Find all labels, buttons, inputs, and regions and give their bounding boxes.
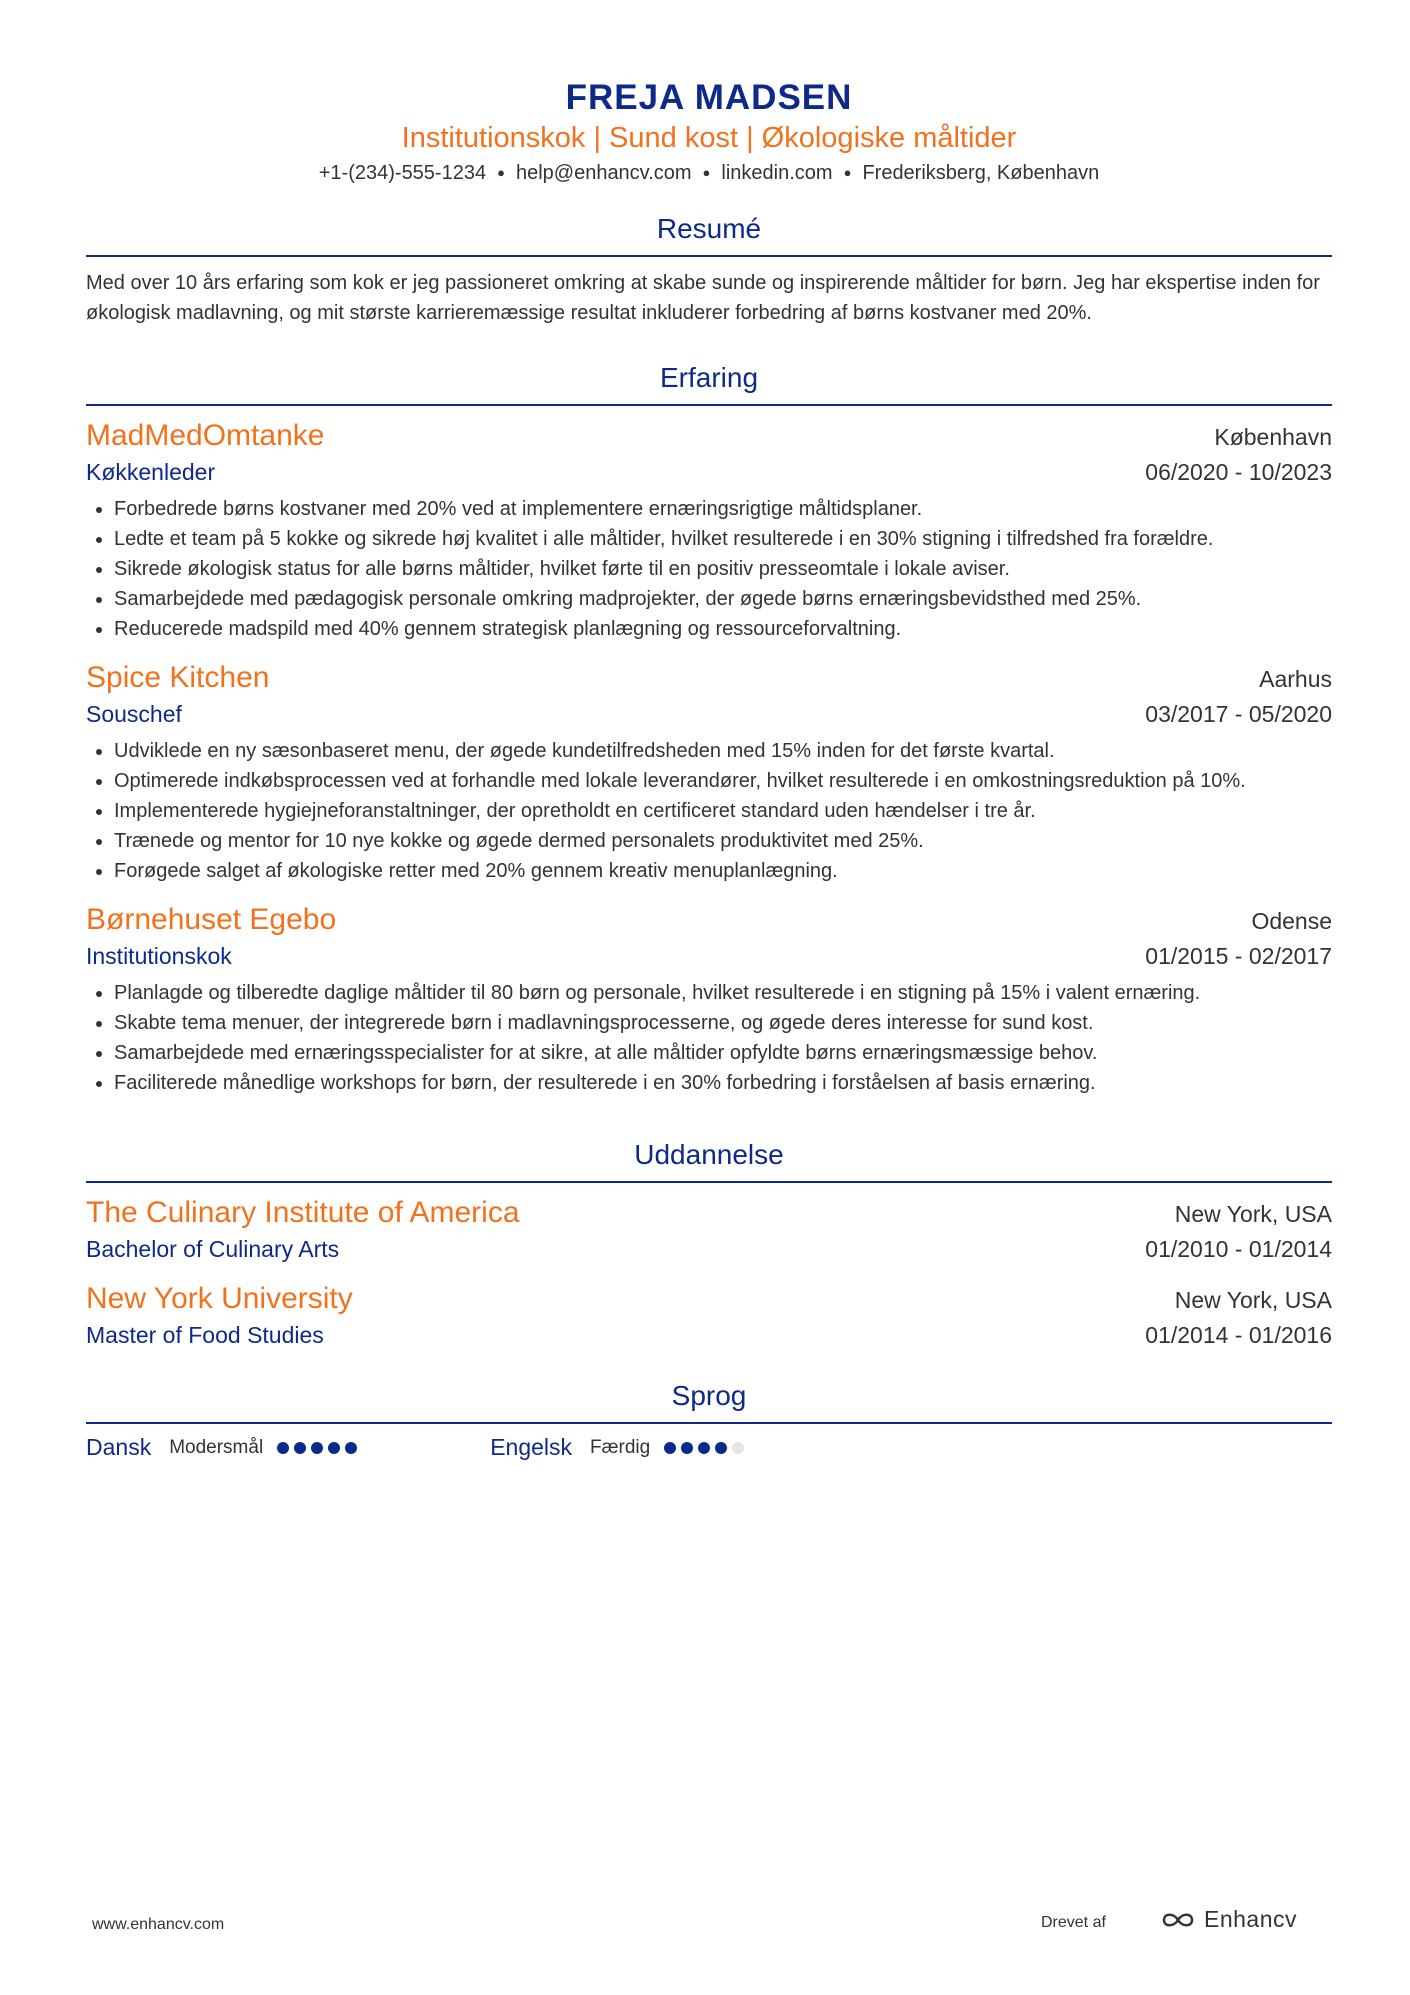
rating-dot-empty — [732, 1442, 744, 1454]
language-item — [86, 1434, 362, 1461]
section-title-summary: Resumé — [86, 212, 1332, 257]
footer-url[interactable]: www.enhancv.com — [92, 1916, 225, 1933]
job-dates: 03/2017 - 05/2020 — [1145, 701, 1332, 727]
rating-dot-filled — [311, 1442, 323, 1454]
education-entry — [86, 1193, 1332, 1265]
languages-section — [86, 1379, 1332, 1461]
rating-dot-filled — [328, 1442, 340, 1454]
contact-phone: +1-(234)-555-1234 — [318, 162, 487, 184]
achievement-item: • Ledte et team på 5 kokke og sikrede høj kvalitet i alle måltider, hvilket resulterede i en 30% stigning i tilfredshed fra forældre. — [114, 524, 1332, 554]
brand-name: Enhancv — [1204, 1906, 1298, 1932]
experience-entry — [86, 658, 1332, 886]
job-title: Institutionskok — [86, 943, 232, 969]
page-footer — [86, 1906, 1332, 1940]
achievement-item: • Planlagde og tilberedte daglige måltider til 80 børn og personale, hvilket resulterede i en stigning på 15% i valent ernæring. — [114, 978, 1332, 1008]
language-name: Dansk — [86, 1434, 152, 1460]
contact-location: Frederiksberg, København — [862, 162, 1100, 184]
education-dates: 01/2014 - 01/2016 — [1145, 1322, 1332, 1348]
degree-name: Master of Food Studies — [86, 1322, 324, 1348]
rating-dot-filled — [681, 1442, 693, 1454]
achievement-item: • Samarbejdede med ernæringsspecialister for at sikre, at alle måltider opfyldte børns ernæringsmæssige behov. — [114, 1038, 1332, 1068]
rating-dot-filled — [664, 1442, 676, 1454]
achievement-item: • Implementerede hygiejneforanstaltninger, der opretholdt en certificeret standard uden hændelser i tre år. — [114, 796, 1332, 826]
achievement-list — [86, 736, 1332, 886]
summary-section — [86, 212, 1332, 328]
achievement-item: • Reducerede madspild med 40% gennem strategisk planlægning og ressourceforvaltning. — [114, 614, 1332, 644]
resume-header — [86, 0, 1332, 186]
school-name: New York University — [86, 1282, 353, 1315]
language-rating — [664, 1442, 749, 1454]
enhancv-logo-icon — [1158, 1908, 1198, 1932]
achievement-list — [86, 494, 1332, 644]
achievement-item: • Skabte tema menuer, der integrerede børn i madlavningsprocesserne, og øgede deres interesse for sund kost. — [114, 1008, 1332, 1038]
bullet-separator: ● — [497, 165, 505, 180]
summary-text: Med over 10 års erfaring som kok er jeg passioneret omkring at skabe sunde og inspirerende måltider for børn. Jeg har ekspertise inden for økologisk madlavning, og mit største karrieremæssige resultat inkluderer forbedring af børns kostvaner med 20%. — [86, 272, 1320, 324]
experience-entry — [86, 416, 1332, 644]
achievement-item: • Trænede og mentor for 10 nye kokke og øgede dermed personalets produktivitet med 25%. — [114, 826, 1332, 856]
language-list — [86, 1434, 1332, 1461]
company-name: MadMedOmtanke — [86, 419, 325, 452]
candidate-tagline: Institutionskok | Sund kost | Økologiske måltider — [401, 122, 1017, 154]
language-name: Engelsk — [490, 1434, 573, 1460]
language-rating — [277, 1442, 362, 1454]
job-dates: 01/2015 - 02/2017 — [1145, 943, 1332, 969]
achievement-item: • Sikrede økologisk status for alle børns måltider, hvilket førte til en positiv presseomtale i lokale aviser. — [114, 554, 1332, 584]
education-section — [86, 1138, 1332, 1351]
rating-dot-filled — [715, 1442, 727, 1454]
achievement-item: • Optimerede indkøbsprocessen ved at forhandle med lokale leverandører, hvilket resulterede i en omkostningsreduktion på 10%. — [114, 766, 1332, 796]
bullet-separator: ● — [702, 165, 711, 180]
job-dates: 06/2020 - 10/2023 — [1145, 459, 1332, 485]
language-item — [490, 1434, 749, 1461]
section-title-languages: Sprog — [86, 1379, 1332, 1424]
job-title: Køkkenleder — [86, 459, 216, 485]
company-name: Spice Kitchen — [86, 661, 270, 694]
rating-dot-filled — [294, 1442, 306, 1454]
language-level: Færdig — [590, 1436, 651, 1458]
contact-line — [86, 160, 1332, 186]
school-location: New York, USA — [1174, 1201, 1332, 1227]
bullet-separator: ● — [843, 165, 852, 180]
section-title-education: Uddannelse — [86, 1138, 1332, 1183]
education-entry — [86, 1279, 1332, 1351]
candidate-name: FREJA MADSEN — [565, 78, 853, 117]
achievement-item: • Forbedrede børns kostvaner med 20% ved at implementere ernæringsrigtige måltidsplaner. — [114, 494, 1332, 524]
resume-page — [86, 0, 1332, 1995]
experience-entry — [86, 900, 1332, 1098]
job-location: Odense — [1251, 908, 1332, 934]
contact-linkedin[interactable]: linkedin.com — [721, 162, 833, 184]
achievement-item: • Forøgede salget af økologiske retter med 20% gennem kreativ menuplanlægning. — [114, 856, 1332, 886]
degree-name: Bachelor of Culinary Arts — [86, 1236, 340, 1262]
achievement-list — [86, 978, 1332, 1098]
rating-dot-filled — [698, 1442, 710, 1454]
job-location: Aarhus — [1259, 666, 1332, 692]
company-name: Børnehuset Egebo — [86, 903, 337, 936]
job-title: Souschef — [86, 701, 182, 727]
rating-dot-filled — [345, 1442, 357, 1454]
school-name: The Culinary Institute of America — [86, 1196, 520, 1229]
language-level: Modersmål — [169, 1436, 264, 1458]
brand-logo[interactable] — [1158, 1906, 1297, 1933]
achievement-item: • Samarbejdede med pædagogisk personale omkring madprojekter, der øgede børns ernæringsbevidsthed med 25%. — [114, 584, 1332, 614]
rating-dot-filled — [277, 1442, 289, 1454]
contact-email[interactable]: help@enhancv.com — [515, 162, 692, 184]
powered-by-label: Drevet af — [1041, 1914, 1106, 1931]
education-dates: 01/2010 - 01/2014 — [1145, 1236, 1332, 1262]
achievement-item: • Faciliterede månedlige workshops for børn, der resulterede i en 30% forbedring i forståelsen af basis ernæring. — [114, 1068, 1332, 1098]
experience-section — [86, 361, 1332, 1098]
school-location: New York, USA — [1174, 1287, 1332, 1313]
achievement-item: • Udviklede en ny sæsonbaseret menu, der øgede kundetilfredsheden med 15% inden for det første kvartal. — [114, 736, 1332, 766]
section-title-experience: Erfaring — [86, 361, 1332, 406]
job-location: København — [1214, 424, 1332, 450]
